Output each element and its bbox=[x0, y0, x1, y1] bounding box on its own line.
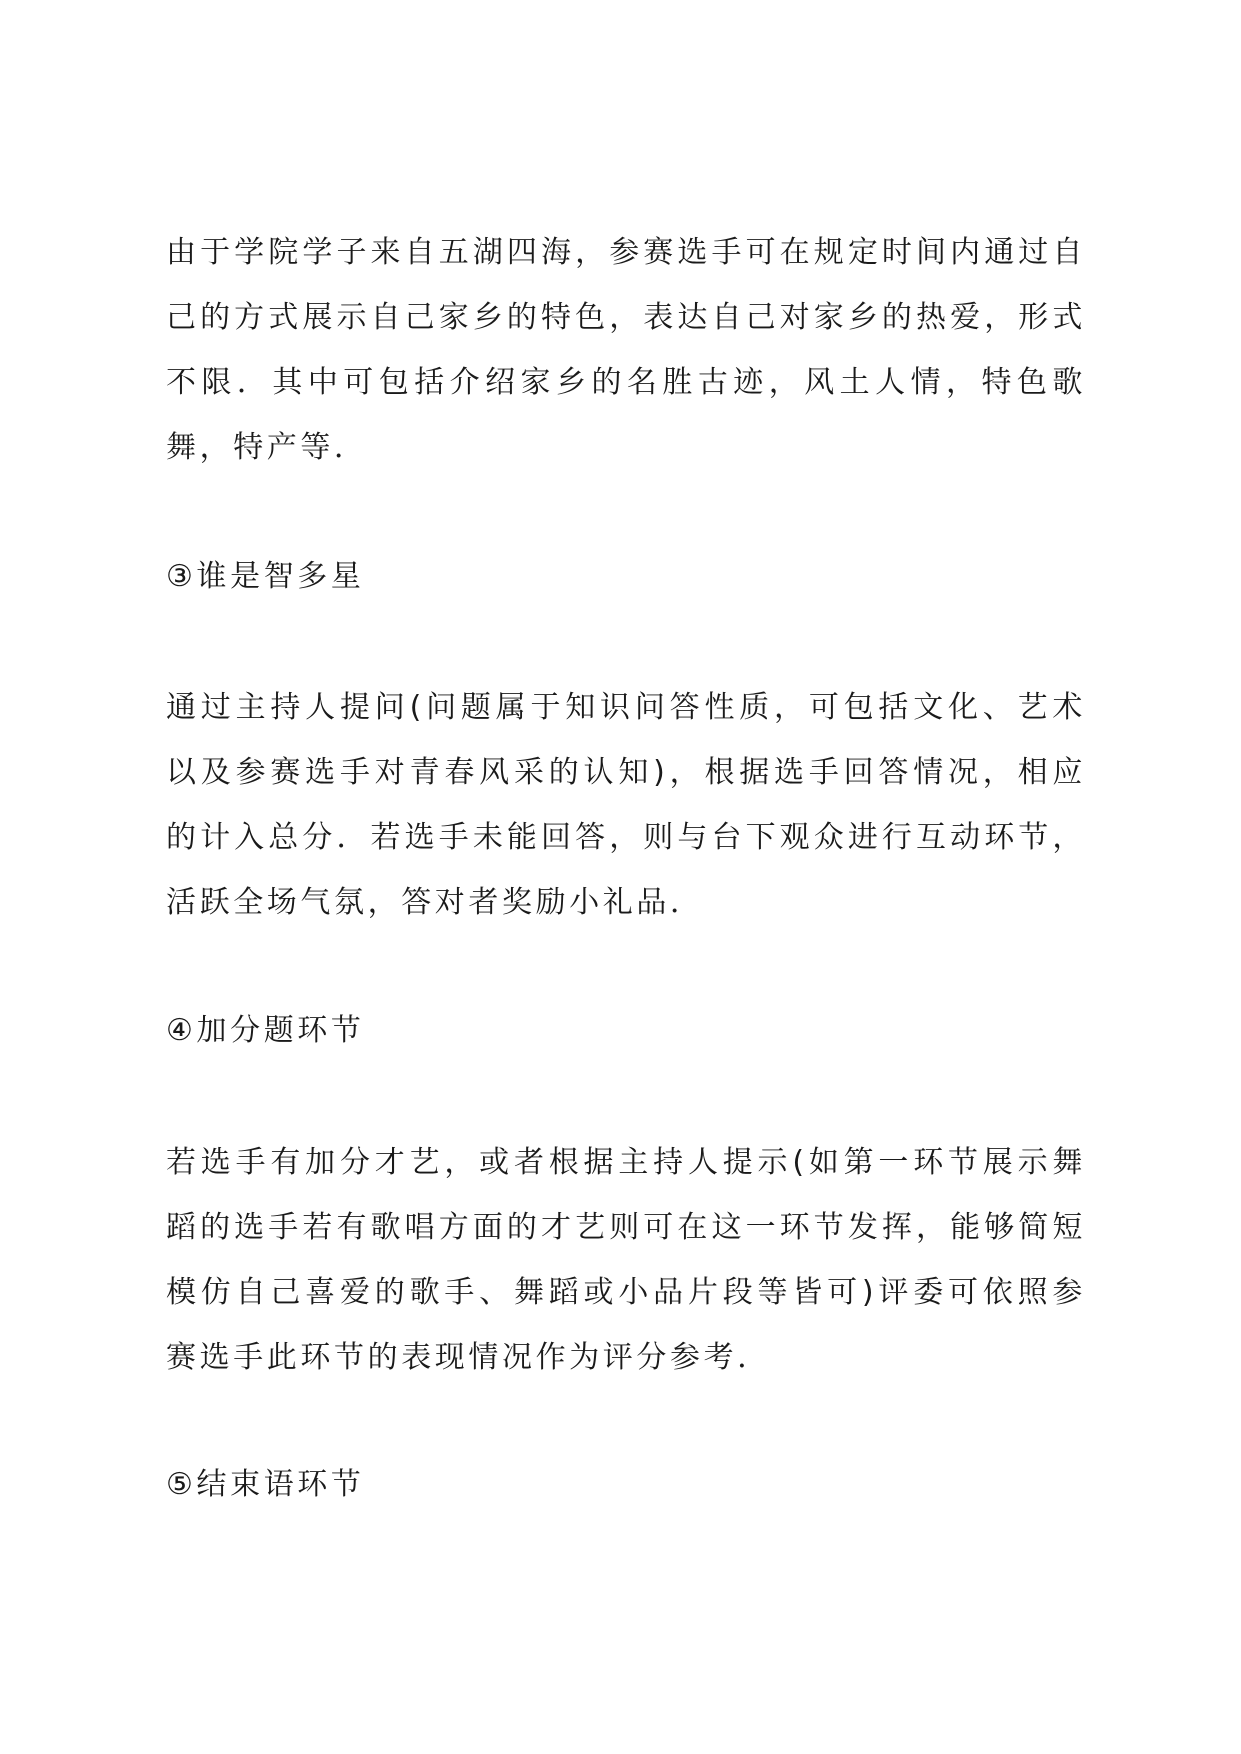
section-heading-quiz: ③谁是智多星 bbox=[166, 559, 365, 594]
paragraph-hometown-showcase: 由于学院学子来自五湖四海，参赛选手可在规定时间内通过自己的方式展示自己家乡的特色，表达自己对家乡的热爱，形式不限．其中可包括介绍家乡的名胜古迹，风土人情，特色歌舞，特产等． bbox=[166, 235, 1086, 465]
section-heading-bonus: ④加分题环节 bbox=[166, 1013, 365, 1048]
section-heading-closing: ⑤结束语环节 bbox=[166, 1467, 365, 1502]
paragraph-bonus-rules: 若选手有加分才艺，或者根据主持人提示(如第一环节展示舞蹈的选手若有歌唱方面的才艺则可在这一环节发挥，能够简短模仿自己喜爱的歌手、舞蹈或小品片段等皆可)评委可依照参赛选手此环节的表现情况作为评分参考． bbox=[166, 1145, 1086, 1375]
paragraph-quiz-rules: 通过主持人提问(问题属于知识问答性质，可包括文化、艺术以及参赛选手对青春风采的认知)，根据选手回答情况，相应的计入总分．若选手未能回答，则与台下观众进行互动环节，活跃全场气氛，答对者奖励小礼品． bbox=[166, 690, 1086, 920]
